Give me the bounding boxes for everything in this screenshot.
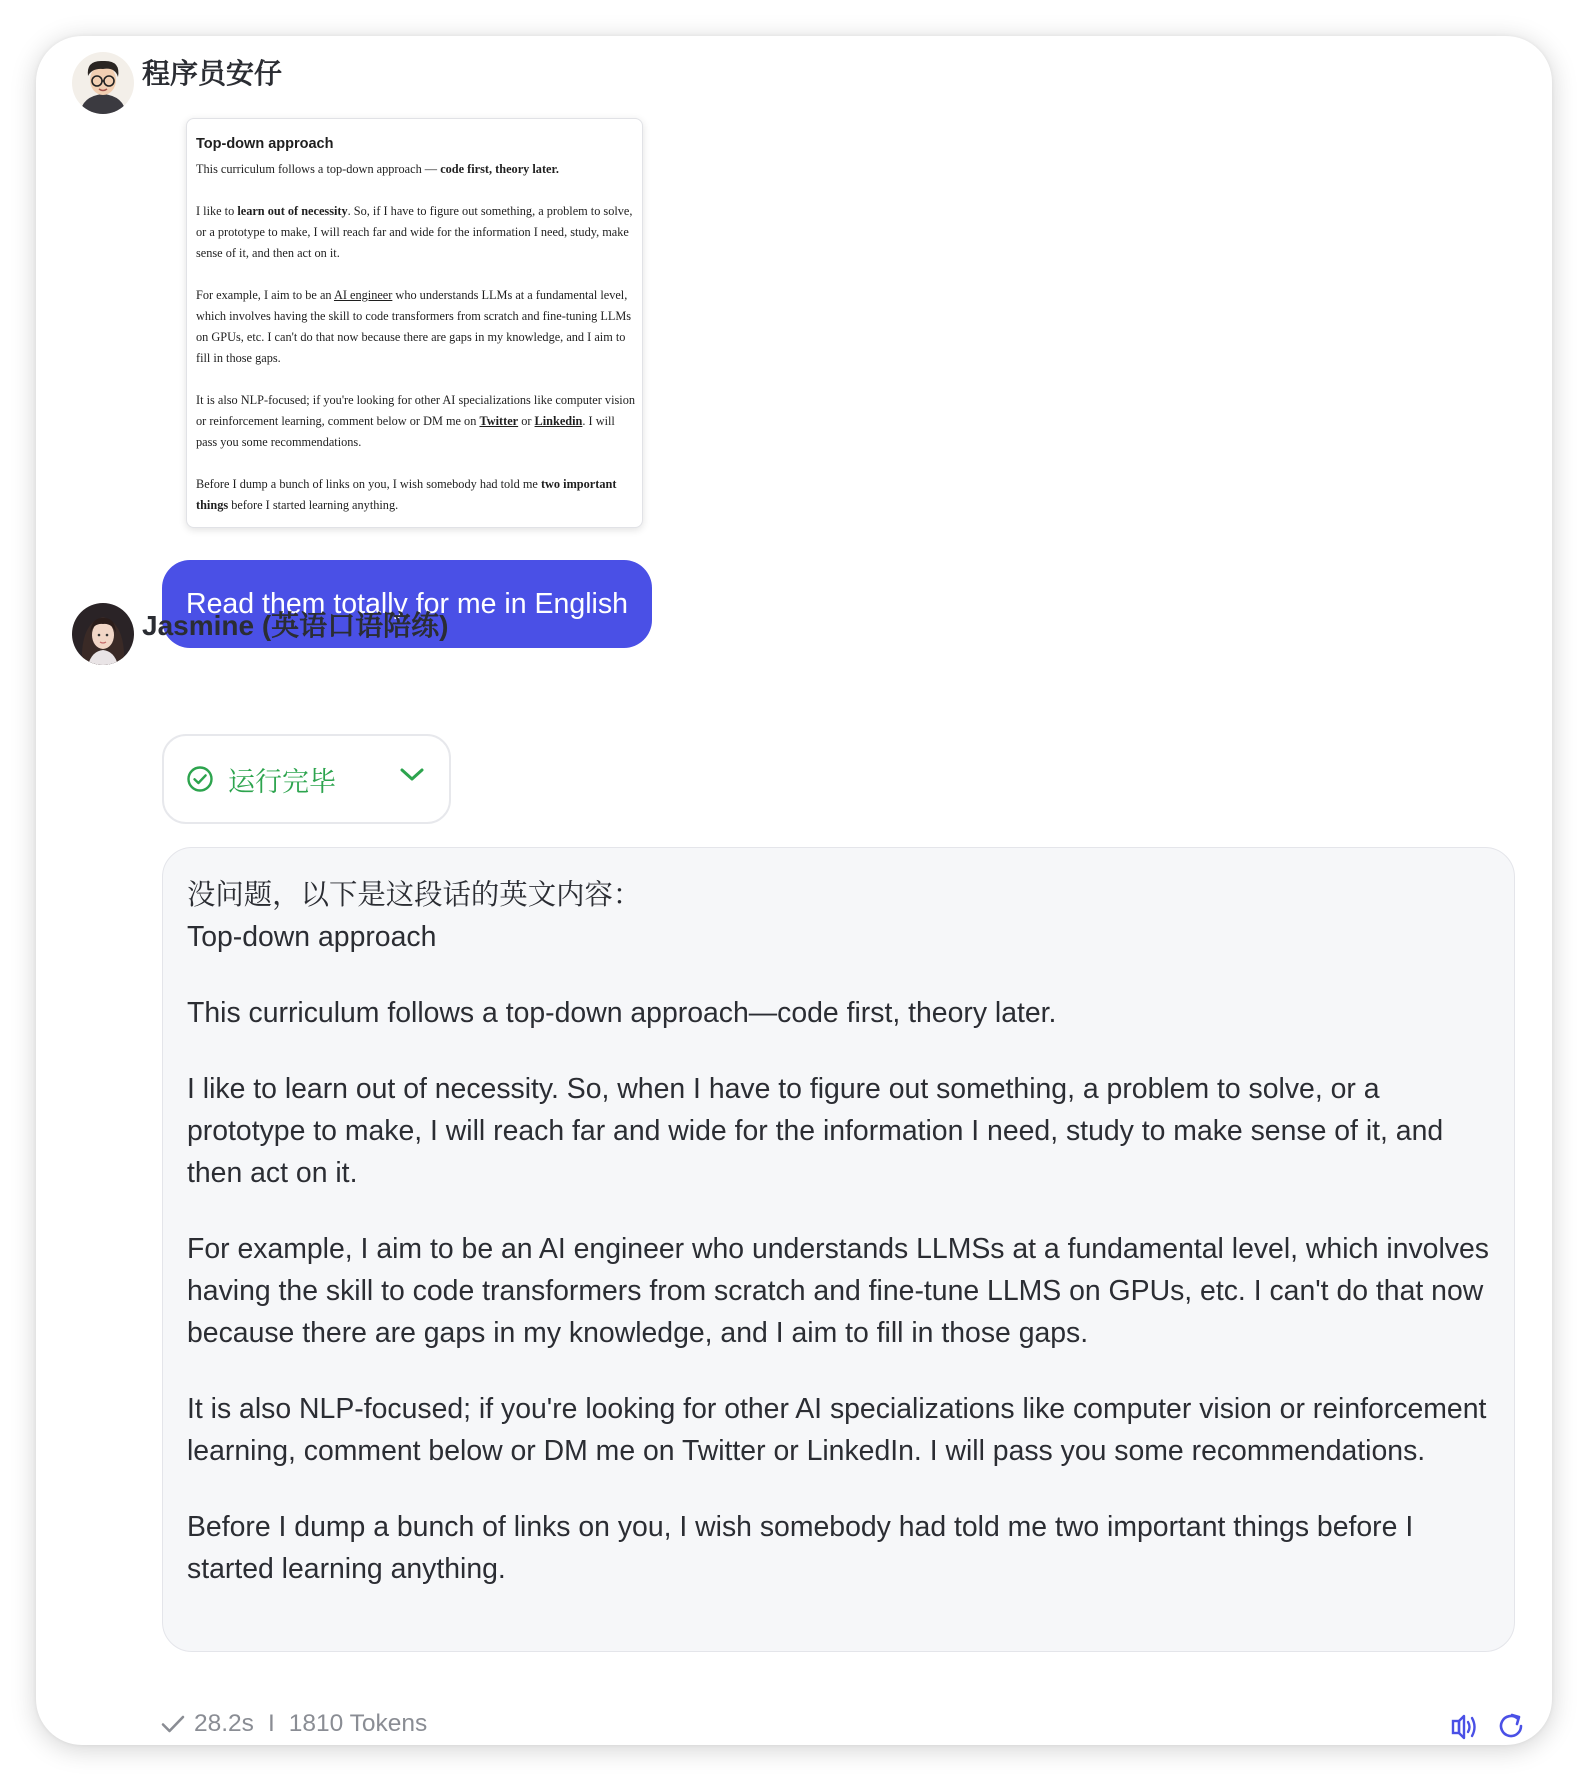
reply-paragraph: Before I dump a bunch of links on you, I wish somebody had told me two important things before I started learning anything. [187, 1511, 1414, 1585]
reply-paragraph: It is also NLP-focused; if you're looking for other AI specializations like computer vision or reinforcement learning, comment below or DM me on Twitter or LinkedIn. I will pass you some recommendations. [187, 1393, 1487, 1467]
check-icon [160, 1713, 186, 1735]
reply-paragraph: I like to learn out of necessity. So, when I have to figure out something, a problem to solve, or a prototype to make, I will reach far and wide for the information I need, study to make sense of it, and then act on it. [187, 1073, 1444, 1189]
user-avatar[interactable] [72, 52, 134, 114]
reply-intro: 没问题，以下是这段话的英文内容： [187, 879, 642, 911]
doc-paragraph-2: I like to learn out of necessity. So, if I have to figure out something, a problem to solve, or a prototype to make, I will reach far and wide for the information I need, study, make sense of it, and then act on it. [196, 204, 633, 260]
check-circle-icon [186, 765, 214, 793]
run-status-toggle[interactable] [162, 734, 451, 824]
reply-paragraph: For example, I aim to be an AI engineer who understands LLMSs at a fundamental level, which involves having the skill to code transformers from scratch and fine-tune LLMS on GPUs, etc. I can't do that now because there are gaps in my knowledge, and I aim to fill in those gaps. [187, 1233, 1489, 1349]
doc-paragraph-5: Before I dump a bunch of links on you, I wish somebody had told me two important things before I started learning anything. [196, 477, 617, 512]
attached-document-image[interactable] [186, 118, 643, 528]
speaker-icon[interactable] [1448, 1712, 1480, 1742]
doc-link-ai-engineer: AI engineer [333, 288, 393, 302]
doc-link-linkedin: Linkedin [534, 414, 583, 428]
bot-avatar[interactable] [72, 603, 134, 665]
reply-title: Top-down approach [187, 921, 437, 953]
chevron-down-icon [399, 766, 425, 784]
bot-avatar-illustration [72, 603, 134, 665]
user-avatar-illustration [72, 52, 134, 114]
doc-paragraph-1: This curriculum follows a top-down approach — code first, theory later. [196, 162, 559, 176]
token-count: 1810 Tokens [288, 1710, 428, 1737]
user-name: 程序员安仔 [142, 58, 283, 89]
reply-paragraph: This curriculum follows a top-down approach—code first, theory later. [187, 997, 1057, 1029]
bot-name: Jasmine (英语口语陪练) [142, 610, 449, 641]
bot-reply [162, 847, 1515, 1652]
refresh-icon[interactable] [1496, 1711, 1526, 1741]
response-meta [160, 1710, 427, 1738]
chat-card [36, 36, 1552, 1745]
response-duration: 28.2s [194, 1710, 254, 1737]
run-status-label: 运行完毕 [228, 766, 336, 797]
user-message-bubble[interactable]: Read them totally for me in English [162, 560, 652, 648]
doc-paragraph-4: It is also NLP-focused; if you're looking for other AI specializations like computer vision or reinforcement learning, comment below or DM me on Twitter or Linkedin. I will pass you some recommendations. [196, 393, 636, 449]
doc-paragraph-3: For example, I aim to be an AI engineer who understands LLMs at a fundamental level, which involves having the skill to code transformers from scratch and fine-tuning LLMs on GPUs, etc. I can't do that now because there are gaps in my knowledge, and I aim to fill in those gaps. [196, 288, 632, 365]
doc-link-twitter: Twitter [479, 414, 519, 428]
doc-title: Top-down approach [196, 136, 334, 152]
meta-separator: I [267, 1710, 275, 1737]
